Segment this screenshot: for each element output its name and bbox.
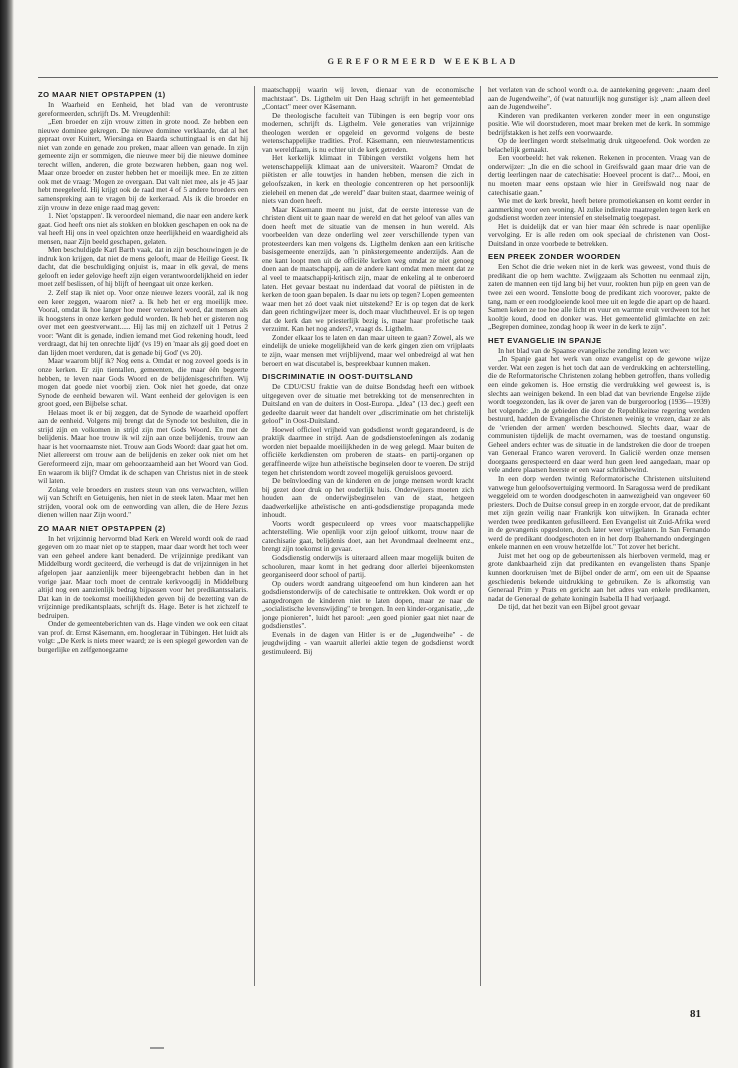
paragraph: De beïnvloeding van de kinderen en de jonge mensen wordt kracht bij gezet door druk op het ouderlijk huis. Onderwijzers moeten zich houden aan de onderwijsbeginselen van de staat, hetgeen daadwerkelijke atheïstische en anti-godsdienstige propaganda mede inhoudt. xyxy=(262,476,474,520)
paragraph: In Waarheid en Eenheid, het blad van de verontruste gereformeerden, schrijft Ds. M. Vreugdenhil: xyxy=(38,100,248,118)
paragraph: Op de leerlingen wordt stelselmatig druk uitgeoefend. Ook worden ze belachelijk gemaakt. xyxy=(488,136,710,154)
paragraph: Een voorbeeld: het vak rekenen. Rekenen in procenten. Vraag van de onderwijzer: „In die en die school in Greifswald gaan maar drie van de dertig leerlingen naar de catechisatie: Hoeveel procent is dat?... Mooi, en nu moeten maar eens opstaan wie hier in Greifswald nog naar de catechisatie gaan." xyxy=(488,153,710,197)
paragraph: In het blad van de Spaanse evangelische zending lezen we: xyxy=(498,345,671,355)
paragraph: „Een broeder en zijn vrouw zitten in grote nood. Ze hebben een nieuwe dominee gekregen. De nieuwe dominee verklaarde, dat al het gepraat over Kuitert, Wiersinga en Baarda schuttingtaal is en dat hij niet van zonde en genade zou preken, maar alleen van genade. In zijn gemeente zijn er sommigen, die nieuwe meer bij die nieuwe dominee terecht willen, anderen, die grote bezwaren hebben, gaan nog wel. Maar onze broeder en zuster hebben het er moeilijk mee. En ze zitten ook met de vraag: 'Mogen ze overgaan. Dat valt niet mee, als je 45 jaar hebt meegeleefd. Hij krijgt ook de raad met 4 of 5 andere broeders een samenspreking aan te vragen bij de kerkeraad. Als ik die broeder en zijn vrouw in deze enige raad mag geven: xyxy=(38,117,248,212)
running-head: GEREFORMEERD WEEKBLAD xyxy=(327,57,519,66)
scan-mark xyxy=(150,1047,164,1049)
paragraph: Maar waarom blijf ik? Nog eens a. Omdat er nog zoveel goeds is in onze kerken. Er zijn tientallen, gemeenten, die maar één begeerte hebben, te leven naar Gods Woord en de belijdenisgeschriften. Wij mogen dat goede niet voorbij zien. Ook niet het goede, dat onze Synode de eenheid bewaren wil. Want eenheid der gelovigen is een groot goed, een Bijbelse schat. xyxy=(38,356,248,409)
section-heading: EEN PREEK ZONDER WOORDEN xyxy=(488,252,621,262)
section-heading: DISCRIMINATIE IN OOST-DUITSLAND xyxy=(262,372,414,382)
book-binding-shadow xyxy=(0,0,14,1068)
paragraph: Helaas moet ik er bij zeggen, dat de Synode de waarheid opoffert aan de eenheid. Volgens mij brengt dat de Synode tot besluiten, die in strijd zijn en volkomen in strijd zijn met Gods Woord. En met de belijdenis. Maar hoe trouw ik wil zijn aan onze belijdenis, trouw aan haar is het voornaamste niet. Trouw aan Gods Woord: daar gaat het om. Niet allereerst om trouw aan de belijdenis en zeker ook niet om het Gereformeerd zijn, maar om gehoorzaamheid aan het Woord van God. En waarom ik blijf? Omdat ik de schapen van Christus niet in de steek wil laten. xyxy=(38,407,248,486)
paragraph: Hoewel officieel vrijheid van godsdienst wordt gegarandeerd, is de praktijk daarmee in strijd. Aan de godsdienstoefeningen als zodanig worden niet bepaalde moeilijkheden in de weg gelegd. Maar buiten de officiële kerkdiensten om proberen de staats- en partij-organen op geraffineerde wijze hun atheïstische beginselen door te voeren. De strijd tegen het christendom wordt zoveel mogelijk geruisloos gevoerd. xyxy=(262,424,474,477)
column-middle xyxy=(262,86,474,986)
paragraph: maatschappij waarin wij leven, dienaar van de economische machtstaat". Ds. Ligthelm uit Den Haag schrijft in het gemeenteblad „Contact" meer over Käsemann. xyxy=(262,86,474,112)
paragraph: „In Spanje gaat het werk van onze evangelist op de gewone wijze verder. Wat een zegen is het toch dat aan de verdrukking en achterstelling, die de Reformatorische Christenen zolang hebben getroffen, thans volledig een einde gekomen is. Hoe ernstig die verdrukking wel geweest is, is slechts aan weinigen bekend. In een blad dat van bevriende Engelse zijde wordt toegezonden, las ik over de jaren van de burgeroorlog (1936—1939) het volgende: „In de gebieden die door de Republikeinse regering werden bestuurd, hadden de Evangelische Christenen weinig te vrezen, daar ze als de 'vrienden der armen' werden beschouwd. Slechts daar, waar de communisten tijdelijk de macht overnamen, was de toestand ongunstig. Geheel anders echter was de situatie in de landstreken die door de troepen van Generaal Franco waren veroverd. In Galicië werden onze mensen doorgaans gerespecteerd en daar werd hun geen leed aangedaan, maar op vele andere plaatsen heerste er een waar schrikbewind. xyxy=(488,354,710,475)
paragraph: De CDU/CSU fraktie van de duitse Bondsdag heeft een witboek uitgegeven over de situatie met betrekking tot de mensenrechten in Duitsland en van de duiters in Oost-Europa. „Idea" (13 dec.) geeft een gedeelte daaruit weer dat handelt over „discriminatie om het christelijk geloof" in Oost-Duitsland. xyxy=(262,382,474,426)
paragraph: Het kerkelijk klimaat in Tübingen verstikt volgens hem het wetenschappelijk klimaat aan de universiteit. Waarom? Omdat de piëtisten er alle touwtjes in handen hebben, mensen die zich in geloofszaken, in kerk en theologie concentreren op het persoonlijk zieleheil en menen dat „de wereld" daar buiten staat, daarmee weinig of niets van doen heeft. xyxy=(262,153,474,206)
paragraph: 2. Zelf stap ik niet op. Voor onze nieuwe lezers voorál, zal ik nog een keer zeggen, waarom niet? a. Ik heb het er erg moeilijk mee. Vooral, omdat ik hoe langer hoe meer verzekerd word, dat mensen als ik hoogstens in onze kerken geduld worden. Ik heb het er gisteren nog over met een geestverwant...... Hij las mij en zichzelf uit 1 Petrus 2 voor: 'Want dit is genade, indien iemand met God rekening houdt, leed verdraagt, dat hij ten onrechte lijdt' (vs 19) en 'maar als gij goed doet en dan lijden moet verduren, dat is genade bij God' (vs 20). xyxy=(38,288,248,357)
paragraph: In een dorp werden twintig Reformatorische Christenen uitsluitend vanwege hun geloofsovertuiging vermoord. In Saragossa werd de predikant weggeleid om te worden doodgeschoten in aanwezigheid van ongeveer 60 priesters. Doch de Duitse consul greep in en zorgde ervoor, dat de predikant met zijn gezin veilig naar Frankrijk kon uitwijken. In Granada echter werden twee predikanten gefusilleerd. Een Evangelist uit Zuid-Afrika werd in de gevangenis opgesloten, doch later weer vrijgelaten. In San Fernando werd de predikant doodgeschoten en in het dorp Ibahernando ondergingen enkele mannen en een vrouw hetzelfde lot." Tot zover het bericht. xyxy=(488,473,710,552)
column-left xyxy=(38,86,248,986)
paragraph: Juist met het oog op de gebeurtenissen als hierboven vermeld, mag er grote dankbaarheid zijn dat predikanten en evangelisten thans Spanje kunnen doorkruisen 'met de Bijbel onder de arm', om een uit de Spaanse geschiedenis bekende uitdrukking te gebruiken. Ze is afkomstig van Generaal Prim y Prats en gericht aan het adres van enkele predikanten, nadat de Generaal de gehate koningin Isabella II had verjaagd. xyxy=(488,550,710,603)
column-divider xyxy=(254,86,255,986)
paragraph: Maar Käsemann meent nu juist, dat de eerste interesse van de christen dient uit te gaan naar de wereld en dat het geloof van alles van doen heeft met de situatie van de mensen in hun wereld. Als voorbeelden van deze onderling wel zeer verschillende typen van protesteerders kan men volgens ds. Ligthelm denken aan een kritische basisgemeente enerzijds, aan 'n pinkstergemeente anderzijds. Aan de ene kant loopt men uit de officiële kerken weg omdat ze niet genoeg doen aan de maatschappij, aan de andere kant omdat men meent dat ze al veel te maatschappij-kritisch zijn, maar de enkeling al te onberoerd laten. Het gevaar bestaat nu inderdaad dat vooral de piëtisten in de kerken de toon gaan bepalen. Is daar nu iets op tegen? Lopen gemeenten waar men het zó doet vaak niet uitstekend? Er is op tegen dat de kerk dan geen richtingwijzer meer is, doch maar vluchtheuvel. Er is op tegen dat de kerk dan we priesterlijk bezig is, maar haar profetische taak verzuimt. Kan het nog anders?, vraagt ds. Ligthelm. xyxy=(262,204,474,334)
paragraph: Wie met de kerk breekt, heeft betere promotiekansen en komt eerder in aanmerking voor een woning. Al zulke indirekte maatregelen tegen kerk en godsdienst worden zeer intensief en stelselmatig toegepast. xyxy=(488,196,710,223)
paragraph: het verlaten van de school wordt o.a. de aantekening gegeven: „naam deel aan de Jugendweihe", óf (wat natuurlijk nog gunstiger is): „nam alleen deel aan de Jugendweihe". xyxy=(488,86,710,112)
column-right xyxy=(488,86,710,986)
paragraph: Kinderen van predikanten verkeren zonder meer in een ongunstige positie. Wie wil doorstuderen, moet maar breken met de kerk. In sommige bedrijfstakken is het zelfs een voorwaarde. xyxy=(488,110,710,137)
paragraph: Onder de gemeenteberichten van ds. Hage vinden we ook een citaat van prof. dr. Ernst Käsemann, em. hoogleraar in Tübingen. Het luidt als volgt: „De Kerk is niets meer waard; ze is een spiegel geworden van de burgerlijke en zelfgenoegzame xyxy=(38,619,248,654)
section-heading: ZO MAAR NIET OPSTAPPEN (1) xyxy=(38,90,166,99)
paragraph: Evenals in de dagen van Hitler is er de „Jugendweihe" - de jeugdwijding - van waaruit allerlei aktie tegen de godsdienst wordt gestimuleerd. Bij xyxy=(262,629,474,656)
paragraph: De theologische faculteit van Tübingen is een begrip voor ons modernen, schrijft ds. Ligthelm. Vele generaties van vrijzinnige theologen werden er opgeleid en gevormd volgens de beste wetenschappelijke tradities. Prof. Käsemann, een nieuwtestamenticus van wereldfaam, is nu echter uit de kerk getreden. xyxy=(262,110,474,154)
section-heading: HET EVANGELIE IN SPANJE xyxy=(488,335,602,345)
paragraph: Zolang vele broeders en zusters steun van ons verwachten, willen wij van Schrift en Getuigenis, hen niet in de steek laten. Maar met hen strijden, vooral ook om de eenwording van allen, die de Here Jezus dienen willen naar Zijn woord." xyxy=(38,484,248,520)
paragraph: In het vrijzinnig hervormd blad Kerk en Wereld wordt ook de raad gegeven om zo maar niet op te stappen, maar daar wordt het toch weer van een geheel andere kant benaderd. De vrijzinnige predikant van Middelburg wordt geciteerd, die verheugd is dat de vrijzinnigen in het afgelopen jaar aanzienlijk meer bijeengebracht hebben dan in het vorige jaar. Maar toch moet de centrale kerkvoogdij in Middelburg altijd nog een aanzienlijk bedrag bijpassen voor het predikantssalaris. Dat kan in de toekomst moeilijkheden geven bij de bezetting van de vrijzinnige predikantsplaats, schrijft ds. Hage. Beter is het zichzelf te bedruipen. xyxy=(38,533,248,620)
paragraph: Zonder elkaar los te laten en dan maar uiteen te gaan? Zowel, als we eindelijk de unieke mogelijkheid van de kerk gingen zien om vrijplaats te zijn, waar mensen met vrijblijvend, maar wel onbedreigd al wat hen beroert en wat discutabel is, bespreekbaar kunnen maken. xyxy=(262,332,474,368)
paragraph: Op ouders wordt aandrang uitgeoefend om hun kinderen aan het godsdienstonderwijs of de catechisatie te onttrekken. Ook wordt er op aangedrongen de kinderen niet te laten dopen, maar ze naar de „socialistische levenswijding" te brengen. In een kinder-organisatie, „de jonge pionieren", luidt het parool: „een goed pionier gaat niet naar de godsdienstles". xyxy=(262,578,474,631)
paragraph: De tijd, dat het bezit van een Bijbel groot gevaar xyxy=(498,602,640,612)
column-divider xyxy=(480,86,481,986)
page-number: 81 xyxy=(690,1008,701,1020)
paragraph: Het is duidelijk dat er van hier maar één schrede is naar openlijke vervolging. Er is alle reden om ook speciaal de christenen van Oost-Duitsland in onze voorbede te betrekken. xyxy=(488,221,710,248)
paragraph: Godsdienstig onderwijs is uiteraard alleen maar mogelijk buiten de schooluren, maar komt in het gedrang door allerlei bijeenkomsten georganiseerd door school of partij. xyxy=(262,552,474,580)
paragraph: Men beschuldigde Karl Barth vaak, dat in zijn beschouwingen je de indruk kon krijgen, dat niet de mens gelooft, maar de Heilige Geest. Ik dacht, dat die beschuldiging onjuist is, maar in elk geval, de mens gelooft en ieder gelovige heeft zijn eigen verantwoordelijkheid en ieder moet zelf beslissen, of hij blijft of heengaat uit onze kerken. xyxy=(38,245,248,289)
section-heading: ZO MAAR NIET OPSTAPPEN (2) xyxy=(38,523,166,533)
paragraph: 1. Niet 'opstappen'. Ik veroordeel niemand, die naar een andere kerk gaat. God heeft ons niet als stokken en blokken geschapen en ook na de val heeft Hij ons in veel opzichten onze heerlijkheid en waardigheid als mensen, naar Zijn beeld geschapen, gelaten. xyxy=(38,211,248,246)
paragraph: Voorts wordt gespeculeerd op vrees voor maatschappelijke achterstelling. Wie openlijk voor zijn geloof uitkomt, trouw naar de catechisatie gaat, belijdenis doet, aan het Avondmaal deelneemt enz., brengt zijn toekomst in gevaar. xyxy=(262,518,474,554)
paragraph: Een Schot die drie weken niet in de kerk was geweest, vond thuis de predikant die op hem wachtte. Zwijgzaam als Schotten nu eenmaal zijn, zaten de mannen een tijd lang bij het vuur, rookten hun pijp en geen van de twee zei een woord. Tenslotte boog de predikant zich voorover, pakte de tang, nam er een roodgloeiende kool mee uit en legde die apart op de haard. Samen keken ze toe hoe alle licht en vuur en warmte eruit verdween tot het kooltje koud, dood en donker was. Het gemeentelid glimlachte en zei: „Begrepen dominee, zondag hoop ik weer in de kerk te zijn". xyxy=(488,262,710,332)
header-rule xyxy=(38,77,718,78)
